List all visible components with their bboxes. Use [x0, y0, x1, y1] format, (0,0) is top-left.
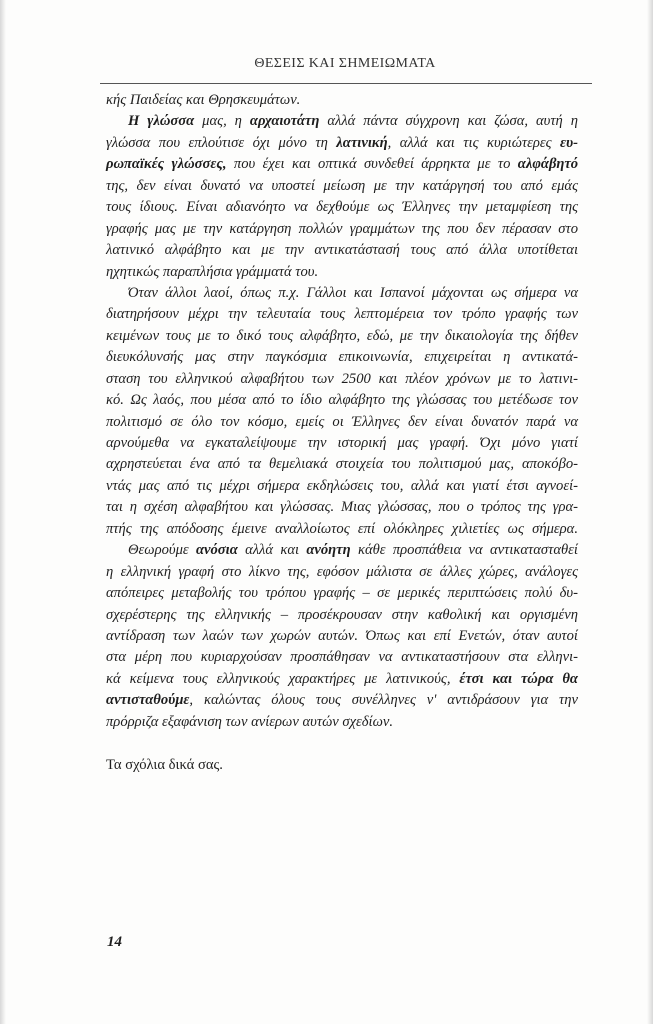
closing-line: Τα σχόλια δικά σας.: [106, 757, 223, 773]
text-span: λατινικό αλφάβητο και με την αντικατάστασή τους από άλλα υποτίθεται: [106, 242, 578, 259]
text-line: [106, 219, 578, 240]
text-line: [106, 583, 578, 604]
page-edge-right: [647, 0, 653, 1024]
bold-text: αλφάβητό: [517, 156, 578, 173]
text-span: Θεωρούμε: [128, 542, 196, 559]
text-span: διευκόλυνσής μας στην παγκόσμια επικοινωνία, επιχειρείται η αντικατά-: [106, 349, 578, 366]
text-span: ται η σχέση αλφαβήτου και γλώσσας. Μιας γλώσσας, που ο τρόπος της γρα-: [106, 499, 578, 516]
text-span: Όταν άλλοι λαοί, όπως π.χ. Γάλλοι και Ισπανοί μάχονται ως σήμερα να: [128, 284, 578, 301]
bold-text: Η γλώσσα: [128, 113, 195, 130]
text-span: αλλά και: [237, 542, 307, 559]
text-span: κά κείμενα τους ελληνικούς χαρακτήρες με λατινικούς,: [106, 670, 460, 687]
bold-text: ευ-: [560, 134, 578, 151]
body-text: [106, 90, 578, 733]
text-line: [106, 497, 578, 518]
text-line: [106, 605, 578, 626]
text-line: [106, 197, 578, 218]
text-line: [106, 476, 578, 497]
text-span: αλλά πάντα σύγχρονη και ζώσα, αυτή η: [319, 113, 578, 130]
text-line: [106, 262, 578, 283]
text-span: γλώσσα που επλούτισε όχι μόνο τη: [106, 134, 337, 151]
text-span: κής Παιδείας και Θρησκευμάτων.: [106, 92, 301, 108]
text-span: πολιτισμό σε όλο τον κόσμο, εμείς οι Έλληνες δεν είναι δυνατόν παρά να: [106, 413, 578, 430]
header-rule: [100, 83, 592, 84]
text-span: σταση του ελληνικού αλφαβήτου των 2500 και πλέον χρόνων με το λατινι-: [106, 370, 578, 387]
text-span: κάθε προσπάθεια να αντικατασταθεί: [350, 542, 578, 559]
text-span: σχερέστερης της ελληνικής – προσέκρουσαν στην καθολική και οργισμένη: [106, 606, 578, 623]
text-line: [106, 347, 578, 368]
text-line: [106, 712, 578, 733]
text-line: [106, 176, 578, 197]
text-line: [106, 562, 578, 583]
text-line: [106, 433, 578, 454]
text-line: [106, 519, 578, 540]
text-span: αντίδραση των λαών των χωρών αυτών. Όπως και επί Ενετών, όταν αυτοί: [106, 627, 578, 644]
text-span: ηχητικώς παραπλήσια γράμματά του.: [106, 263, 319, 280]
text-line: [106, 111, 578, 132]
bold-text: αρχαιοτάτη: [249, 113, 320, 130]
text-span: , αλλά και τις κυριώτερες: [387, 134, 560, 151]
text-line: [106, 669, 578, 690]
text-span: απόπειρες μεταβολής του τρόπου γραφής – σε μερικές περιπτώσεις πολύ δυ-: [106, 585, 578, 602]
bold-text: ανόητη: [306, 542, 351, 559]
text-line: [106, 283, 578, 304]
text-span: κό. Ως λαός, που μέσα από το ίδιο αλφάβητο της γλώσσας του μετέδωσε τον: [106, 392, 578, 409]
text-span: αχρηστεύεται ένα από τα θεμελιακά στοιχεία του πολιτισμού μας, αποκόβο-: [106, 456, 578, 473]
text-span: γραφής μας με την κατάργηση πολλών γραμμάτων της που δεν πέρασαν στο: [106, 220, 578, 237]
bold-text: λατινική: [336, 134, 388, 151]
text-span: πρόρριζα εξαφάνιση των ανίερων αυτών σχεδίων.: [106, 713, 394, 730]
text-span: αρνούμεθα να εγκαταλείψουμε την ιστορική μας γραφή. Όχι μόνο γιατί: [106, 435, 578, 451]
page-edge-left: [0, 0, 6, 1024]
page-number: 14: [107, 934, 122, 950]
text-span: ντάς μας από τις μέχρι σήμερα εκδηλώσεις του, αλλά και γιατί έτσι αγνοεί-: [106, 477, 578, 494]
text-line: [106, 454, 578, 475]
text-line: [106, 412, 578, 433]
text-span: κειμένων τους με το δικό τους αλφάβητο, εδώ, με την δικαιολογία της δήθεν: [106, 327, 578, 344]
text-line: [106, 369, 578, 390]
text-span: που έχει και οπτικά συνδεθεί άρρηκτα με το: [226, 156, 518, 173]
text-span: πτής της απόδοσης έμεινε αναλλοίωτος επί ολόκληρες χιλιετίες ως σήμερα.: [106, 520, 578, 537]
text-span: η ελληνική γραφή στο λίκνο της, εφόσον μάλιστα σε άλλες χώρες, ανάλογες: [106, 563, 578, 580]
text-line: [106, 647, 578, 668]
text-span: διατηρήσουν μέχρι την τελευταία τους λεπτομέρεια τον τρόπο γραφής των: [106, 306, 578, 323]
text-line: [106, 304, 578, 325]
text-line: [106, 390, 578, 411]
text-line: [106, 133, 578, 154]
text-line: [106, 240, 578, 261]
text-line: [106, 154, 578, 175]
text-span: στα μέρη που κυριαρχούσαν προσπάθησαν να αντικαταστήσουν στα ελληνι-: [106, 649, 578, 666]
text-span: μας, η: [194, 113, 250, 130]
bold-text: αντισταθούμε: [106, 692, 190, 709]
bold-text: ανόσια: [195, 542, 238, 559]
text-line: [106, 690, 578, 711]
running-header: ΘΕΣΕΙΣ ΚΑΙ ΣΗΜΕΙΩΜΑΤΑ: [254, 56, 436, 71]
text-line: [106, 540, 578, 561]
text-span: , καλώντας όλους τους συνέλληνες ν' αντιδράσουν για την: [189, 692, 578, 709]
text-line: [106, 90, 578, 111]
bold-text: ρωπαϊκές γλώσσες,: [106, 156, 227, 173]
text-span: της, δεν είναι δυνατό να υποστεί μείωση με την κατάργησή του από εμάς: [106, 177, 578, 194]
text-line: [106, 326, 578, 347]
text-span: τους ίδιους. Είναι αδιανόητο να δεχθούμε ως Έλληνες την μεταμφίεση της: [106, 199, 578, 216]
bold-text: έτσι και τώρα θα: [459, 670, 578, 687]
text-line: [106, 626, 578, 647]
